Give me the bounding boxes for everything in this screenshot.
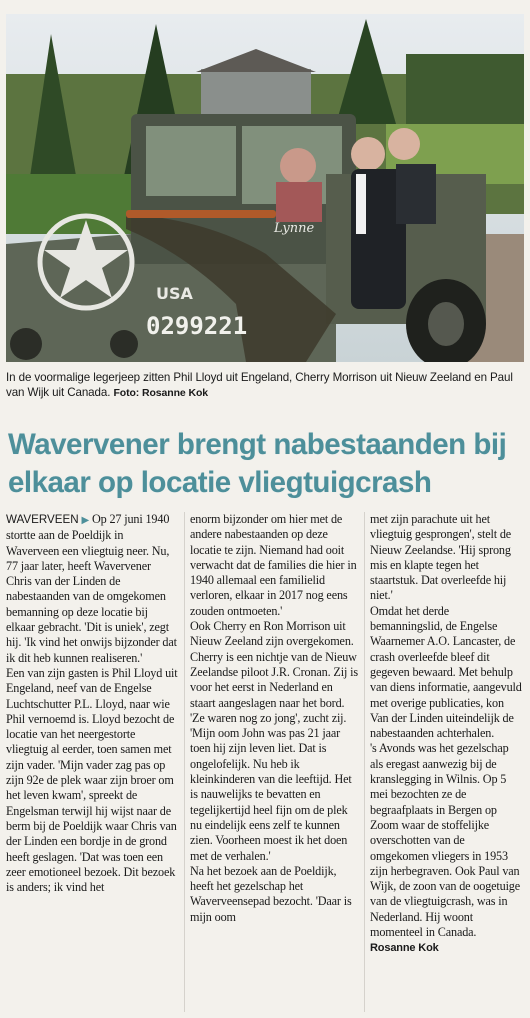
- caption-text: In de voormalige legerjeep zitten Phil Lloyd uit Engeland, Cherry Morrison uit Nieuw Zeeland en Paul van Wijk uit Canada.: [6, 371, 513, 399]
- column-divider: [184, 512, 185, 1012]
- windshield-name: Lynne: [274, 221, 315, 236]
- column-1-text: Op 27 juni 1940 stortte aan de Poeldijk in Waverveen een vliegtuig neer. Nu, 77 jaar later, heeft Wavervener Chris van der Linden de nabestaanden van de omgekomen bemanning op deze locatie bij elkaar gebracht. 'Dit is uniek', zegt hij. 'Ik vind het onwijs bijzonder dat ik dit heb kunnen realiseren.' Een van zijn gasten is Phil Lloyd uit Engeland, neef van de Engelse Luchtschutter P.L. Lloyd, naar wie Phil vernoemd is. Lloyd bezocht de locatie van het neergestorte vliegtuig al eerder, toen samen met zijn vader. 'Mijn vader zag pas op zijn 92e de plek waar zijn broer om het leven kwam', spreekt de Engelsman terwijl hij wijst naar de berm bij de Poeldijk waar Chris van der Linden een bordje in de grond heeft geslagen. 'Dat was toen een zeer emotioneel bezoek. Dit bezoek is anders; ik vind het: [6, 512, 178, 895]
- article-body: [6, 512, 524, 1012]
- jeep-photo: [6, 14, 524, 362]
- article-headline: Wavervener brengt nabestaanden bij elkaar op locatie vliegtuigcrash: [8, 428, 507, 499]
- article-column-2: enorm bijzonder om hier met de andere nabestaanden op deze locatie te zijn. Niemand had ooit verwacht dat de families die hier in 1940 allemaal een familielid verloren, elkaar in 2017 nog eens zouden ontmoeten.' Ook Cherry en Ron Morrison uit Nieuw Zeeland zijn overgekomen. Cherry is een nichtje van de Nieuw Zeelandse piloot J.R. Cronan. Zij is voor het eerst in Nederland en staart aangeslagen naar het bord. 'Ze waren nog zo jong', zucht zij. 'Mijn oom John was pas 21 jaar toen hij zijn leven liet. Dat is ongelofelijk. Nu heb ik kleinkinderen van die leeftijd. Het is nauwelijks te bevatten en tegelijkertijd heel fijn om de plek nu eindelijk eens zelf te kunnen zien. Voorheen moest ik het doen met de verhalen.' Na het bezoek aan de Poeldijk, heeft het gezelschap het Waverveensepad bezocht. 'Daar is mijn oom: [190, 512, 358, 924]
- news-photo: [6, 14, 524, 362]
- triangle-icon: ▶: [81, 515, 90, 526]
- hood-text: USA: [156, 284, 193, 303]
- dateline: WAVERVEEN: [6, 513, 79, 526]
- photo-credit: Foto: Rosanne Kok: [113, 387, 209, 399]
- author-byline: Rosanne Kok: [370, 942, 439, 955]
- article-column-1: [6, 512, 178, 895]
- vehicle-number: 0299221: [146, 312, 248, 340]
- column-divider: [364, 512, 365, 1012]
- photo-caption: [6, 370, 524, 401]
- column-3-text: met zijn parachute uit het vliegtuig gesprongen', stelt de Nieuw Zeelandse. 'Hij sprong mis en klapte tegen het staartstuk. Dat overleefde hij niet.' Omdat het derde bemanningslid, de Engelse Waarnemer A.O. Lancaster, de crash overleefde bleef dit gegeven bewaard. Met behulp van diens informatie, aangevuld met overige publicaties, kon Van der Linden uiteindelijk de nabestaanden achterhalen. 's Avonds was het gezelschap als eregast aanwezig bij de kranslegging in Wilnis. Op 5 mei bezochten ze de begraafplaats in Bergen op Zoom waar de stoffelijke overschotten van de omgekomen vliegers in 1953 zijn herbegraven. Ook Paul van Wijk, de zoon van de oogetuige van de vliegtuigcrash, was in Nederland. Hij woont momenteel in Canada.: [370, 512, 522, 940]
- article-column-3: [370, 512, 524, 957]
